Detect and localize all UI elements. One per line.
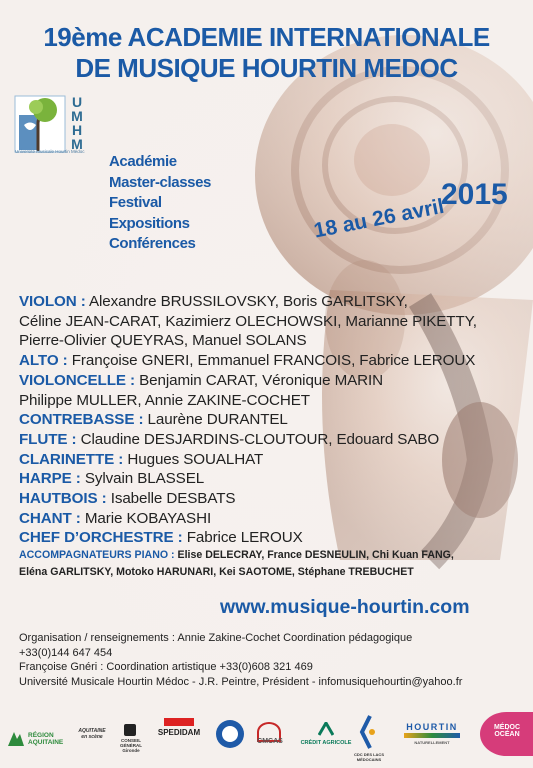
contact-line: +33(0)144 647 454 [19, 646, 113, 659]
teacher-names: Claudine DESJARDINS-CLOUTOUR, Edouard SABO [76, 430, 440, 448]
roster-line [19, 450, 477, 470]
hourtin-sub: NATURELLEMENT [414, 740, 450, 745]
logo-letters [70, 95, 84, 151]
teacher-names: Isabelle DESBATS [106, 490, 236, 508]
region-aquitaine-label: RÉGION AQUITAINE [28, 732, 64, 746]
title-line-2: DE MUSIQUE HOURTIN MEDOC [75, 53, 458, 83]
teacher-names: Philippe MULLER, Annie ZAKINE-COCHET [19, 391, 310, 409]
cdc-lacs-icon [358, 714, 378, 750]
instrument-label: VIOLONCELLE : [19, 371, 135, 389]
cmcas-logo: CMCAS [257, 738, 283, 745]
activity-item: Conférences [109, 235, 196, 252]
aquitaine-scene-logo: AQUITAINE en scène [78, 728, 106, 740]
accompanists-names-1: Elise DELECRAY, France DESNEULIN, Chi Kuan FANG, [174, 549, 454, 561]
round-partner-logo-inner [222, 726, 238, 742]
roster-line [19, 430, 477, 450]
gironde-icon [124, 724, 136, 736]
instrument-label: VIOLON : [19, 293, 86, 310]
instrument-label: FLUTE : [19, 430, 77, 448]
spedidam-icon [164, 718, 194, 726]
cdc-lacs-logo: CDC DES LACS MÉDOCAINS [353, 752, 384, 762]
roster-line [19, 528, 477, 548]
roster-line [19, 391, 477, 411]
activity-item: Festival [109, 194, 162, 211]
roster-line [19, 351, 477, 371]
teacher-names: Céline JEAN-CARAT, Kazimierz OLECHOWSKI, Marianne PIKETTY, [19, 312, 477, 330]
logo-letter-u: U [71, 94, 83, 110]
roster-line [19, 509, 477, 529]
hourtin-logo: HOURTIN [406, 722, 458, 732]
contact-line: Université Musicale Hourtin Médoc - J.R. Peintre, Président - infomusiquehourtin@yahoo.fr [19, 675, 463, 688]
activity-item: Master-classes [109, 173, 211, 191]
contact-block [19, 631, 462, 689]
medoc-ocean-logo: MÉDOC OCÉAN [493, 724, 521, 738]
region-aquitaine-logo [6, 730, 26, 748]
teacher-names: Pierre-Olivier QUEYRAS, Manuel SOLANS [19, 332, 307, 350]
faculty-roster [19, 292, 477, 548]
roster-line [19, 489, 477, 509]
roster-line [19, 469, 477, 489]
title-line-1: 19ème ACADEMIE INTERNATIONALE [43, 22, 490, 52]
roster-line [19, 292, 477, 312]
dates: 18 au 26 avril [312, 194, 446, 243]
contact-line: Organisation / renseignements : Annie Zakine-Cochet Coordination pédagogique [19, 632, 413, 644]
activity-item: Académie [109, 153, 177, 170]
sponsor-logos [0, 712, 533, 768]
contact-line: Françoise Gnéri : Coordination artistique +33(0)608 321 469 [19, 661, 313, 674]
year: 2015 [441, 178, 508, 211]
instrument-label: CONTREBASSE : [19, 411, 144, 429]
spedidam-logo: SPEDIDAM [157, 728, 201, 737]
instrument-label: CLARINETTE : [19, 450, 124, 468]
teacher-names: Hugues SOUALHAT [123, 450, 264, 468]
gironde-logo: CONSEIL GÉNÉRAL Gironde [119, 738, 142, 753]
logo-letter-m2: M [71, 136, 83, 152]
logo-caption: Université Musicale Hourtin Médoc [15, 149, 85, 154]
roster-line [19, 371, 477, 391]
teacher-names: Benjamin CARAT, Véronique MARIN [134, 371, 384, 389]
roster-line [19, 312, 477, 332]
logo-letter-m: M [71, 108, 83, 124]
accompanists-line-1 [19, 547, 454, 564]
logo-letter-h: H [71, 122, 83, 138]
accompanists-names-2: Eléna GARLITSKY, Motoko HARUNARI, Kei SAOTOME, Stéphane TREBUCHET [19, 565, 414, 578]
instrument-label: CHEF D’ORCHESTRE : [19, 529, 183, 547]
instrument-label: ALTO : [19, 352, 68, 370]
credit-agricole-icon [318, 722, 334, 736]
teacher-names: Laurène DURANTEL [143, 411, 288, 429]
activities-list [109, 152, 211, 255]
accompanists [19, 547, 454, 580]
roster-line [19, 410, 477, 430]
teacher-names: Sylvain BLASSEL [80, 470, 205, 488]
roster-line [19, 331, 477, 351]
instrument-label: HARPE : [19, 470, 81, 488]
instrument-label: CHANT : [19, 509, 81, 527]
teacher-names: Françoise GNERI, Emmanuel FRANCOIS, Fabrice LEROUX [67, 352, 476, 370]
activity-item: Expositions [109, 214, 190, 232]
teacher-names: Marie KOBAYASHI [80, 509, 212, 527]
website-link[interactable]: www.musique-hourtin.com [220, 596, 470, 618]
hourtin-stripe [404, 733, 460, 738]
teacher-names: Fabrice LEROUX [182, 529, 303, 547]
instrument-label: HAUTBOIS : [19, 490, 107, 508]
credit-agricole-logo: CRÉDIT AGRICOLE [300, 740, 352, 746]
accompanists-label: ACCOMPAGNATEURS PIANO : [19, 549, 175, 561]
teacher-names: Alexandre BRUSSILOVSKY, Boris GARLITSKY, [85, 293, 408, 310]
